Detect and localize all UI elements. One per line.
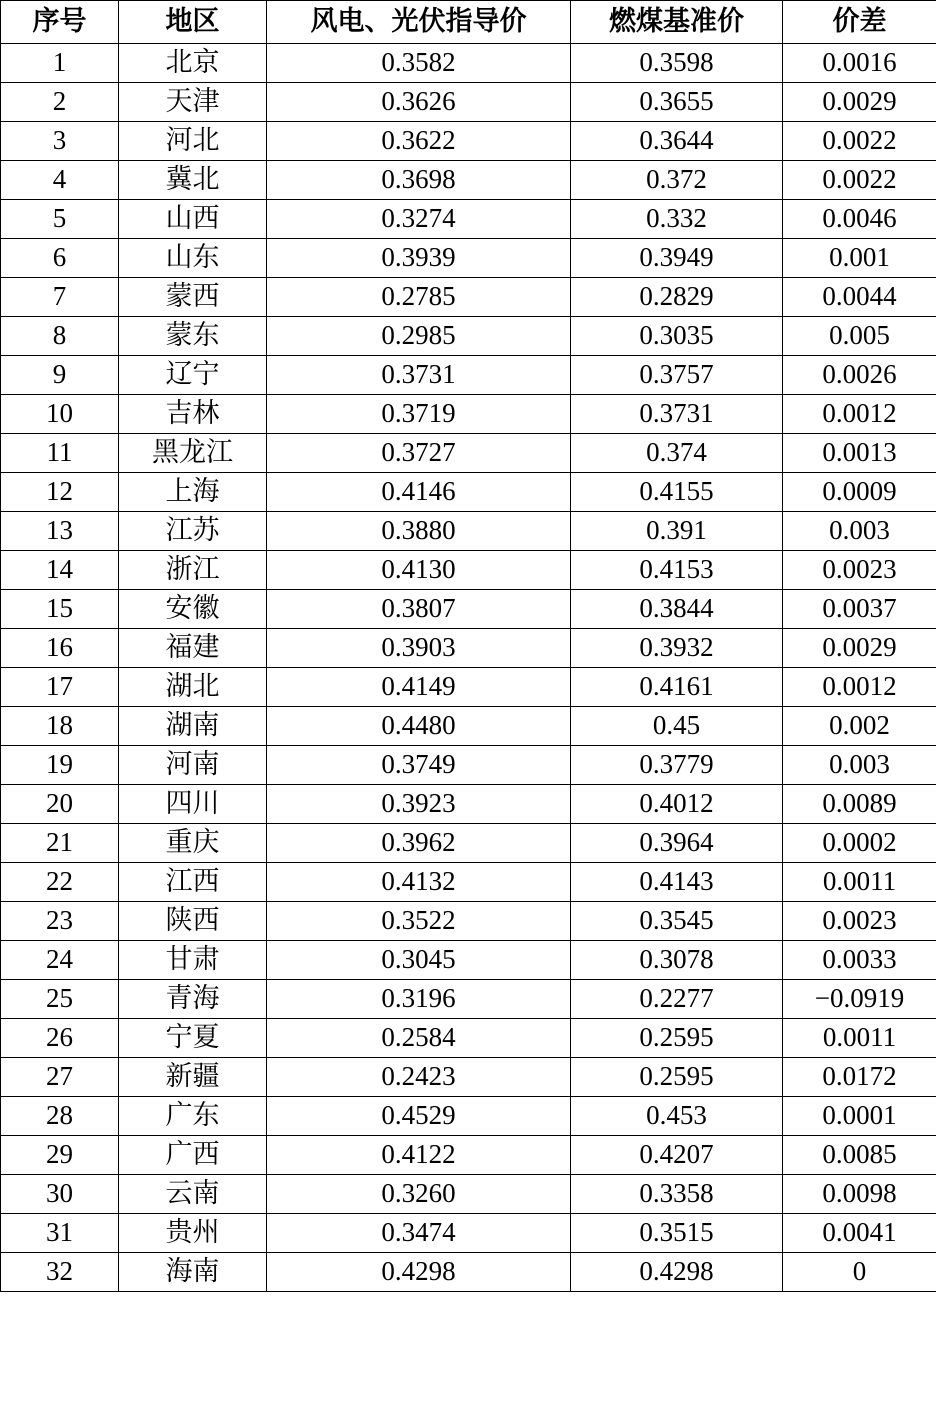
cell-price-difference: 0.0026 xyxy=(783,356,936,395)
cell-guide-price: 0.2423 xyxy=(267,1058,571,1097)
cell-region: 甘肃 xyxy=(119,941,267,980)
column-header-coal-benchmark-price: 燃煤基准价 xyxy=(571,1,783,44)
cell-coal-benchmark-price: 0.332 xyxy=(571,200,783,239)
cell-price-difference: 0.0033 xyxy=(783,941,936,980)
cell-index: 13 xyxy=(1,512,119,551)
table-row xyxy=(1,824,936,863)
column-header-region: 地区 xyxy=(119,1,267,44)
cell-coal-benchmark-price: 0.372 xyxy=(571,161,783,200)
cell-coal-benchmark-price: 0.3035 xyxy=(571,317,783,356)
cell-region: 北京 xyxy=(119,44,267,83)
cell-index: 11 xyxy=(1,434,119,473)
cell-coal-benchmark-price: 0.2595 xyxy=(571,1058,783,1097)
cell-guide-price: 0.3749 xyxy=(267,746,571,785)
cell-guide-price: 0.4132 xyxy=(267,863,571,902)
cell-index: 23 xyxy=(1,902,119,941)
cell-coal-benchmark-price: 0.4155 xyxy=(571,473,783,512)
cell-region: 辽宁 xyxy=(119,356,267,395)
cell-region: 吉林 xyxy=(119,395,267,434)
cell-price-difference: 0.0172 xyxy=(783,1058,936,1097)
table-row xyxy=(1,278,936,317)
table-row xyxy=(1,551,936,590)
cell-coal-benchmark-price: 0.3655 xyxy=(571,83,783,122)
cell-region: 广西 xyxy=(119,1136,267,1175)
cell-index: 18 xyxy=(1,707,119,746)
cell-guide-price: 0.4298 xyxy=(267,1253,571,1292)
table-row xyxy=(1,1175,936,1214)
table-row xyxy=(1,902,936,941)
table-row xyxy=(1,356,936,395)
table-row xyxy=(1,707,936,746)
cell-index: 1 xyxy=(1,44,119,83)
cell-price-difference: 0.0037 xyxy=(783,590,936,629)
cell-coal-benchmark-price: 0.3964 xyxy=(571,824,783,863)
cell-coal-benchmark-price: 0.3598 xyxy=(571,44,783,83)
cell-index: 19 xyxy=(1,746,119,785)
cell-coal-benchmark-price: 0.374 xyxy=(571,434,783,473)
cell-region: 四川 xyxy=(119,785,267,824)
cell-price-difference: 0.0022 xyxy=(783,161,936,200)
cell-coal-benchmark-price: 0.453 xyxy=(571,1097,783,1136)
table-row xyxy=(1,122,936,161)
column-header-guide-price: 风电、光伏指导价 xyxy=(267,1,571,44)
cell-coal-benchmark-price: 0.4143 xyxy=(571,863,783,902)
cell-coal-benchmark-price: 0.3078 xyxy=(571,941,783,980)
cell-coal-benchmark-price: 0.2829 xyxy=(571,278,783,317)
cell-guide-price: 0.3626 xyxy=(267,83,571,122)
cell-region: 江苏 xyxy=(119,512,267,551)
table-row xyxy=(1,590,936,629)
cell-guide-price: 0.4529 xyxy=(267,1097,571,1136)
table-row xyxy=(1,200,936,239)
cell-index: 30 xyxy=(1,1175,119,1214)
table-row xyxy=(1,1214,936,1253)
cell-region: 重庆 xyxy=(119,824,267,863)
cell-price-difference: 0.002 xyxy=(783,707,936,746)
table-body xyxy=(1,44,936,1292)
table-row xyxy=(1,239,936,278)
cell-guide-price: 0.3698 xyxy=(267,161,571,200)
table-row xyxy=(1,980,936,1019)
cell-coal-benchmark-price: 0.4012 xyxy=(571,785,783,824)
cell-guide-price: 0.2785 xyxy=(267,278,571,317)
cell-coal-benchmark-price: 0.4207 xyxy=(571,1136,783,1175)
table-row xyxy=(1,473,936,512)
cell-index: 7 xyxy=(1,278,119,317)
cell-region: 蒙西 xyxy=(119,278,267,317)
cell-coal-benchmark-price: 0.3932 xyxy=(571,629,783,668)
cell-index: 27 xyxy=(1,1058,119,1097)
cell-coal-benchmark-price: 0.3644 xyxy=(571,122,783,161)
cell-index: 15 xyxy=(1,590,119,629)
cell-index: 21 xyxy=(1,824,119,863)
cell-guide-price: 0.3923 xyxy=(267,785,571,824)
cell-guide-price: 0.4122 xyxy=(267,1136,571,1175)
cell-price-difference: 0.0085 xyxy=(783,1136,936,1175)
cell-price-difference: 0.0029 xyxy=(783,629,936,668)
table-row xyxy=(1,434,936,473)
cell-region: 蒙东 xyxy=(119,317,267,356)
table-row xyxy=(1,1097,936,1136)
cell-guide-price: 0.3522 xyxy=(267,902,571,941)
table-row xyxy=(1,1136,936,1175)
cell-index: 6 xyxy=(1,239,119,278)
cell-index: 31 xyxy=(1,1214,119,1253)
cell-coal-benchmark-price: 0.45 xyxy=(571,707,783,746)
cell-price-difference: 0.0013 xyxy=(783,434,936,473)
table-row xyxy=(1,161,936,200)
table-row xyxy=(1,1019,936,1058)
cell-price-difference: 0.003 xyxy=(783,746,936,785)
cell-index: 5 xyxy=(1,200,119,239)
table-row xyxy=(1,317,936,356)
cell-index: 14 xyxy=(1,551,119,590)
cell-region: 青海 xyxy=(119,980,267,1019)
cell-price-difference: 0.0023 xyxy=(783,551,936,590)
table-row xyxy=(1,785,936,824)
cell-guide-price: 0.3260 xyxy=(267,1175,571,1214)
table-row xyxy=(1,395,936,434)
table-row xyxy=(1,629,936,668)
cell-index: 4 xyxy=(1,161,119,200)
table-row xyxy=(1,1253,936,1292)
cell-index: 8 xyxy=(1,317,119,356)
cell-region: 天津 xyxy=(119,83,267,122)
cell-index: 10 xyxy=(1,395,119,434)
cell-price-difference: 0.0012 xyxy=(783,668,936,707)
cell-coal-benchmark-price: 0.3844 xyxy=(571,590,783,629)
cell-guide-price: 0.3807 xyxy=(267,590,571,629)
cell-price-difference: 0.0011 xyxy=(783,1019,936,1058)
cell-coal-benchmark-price: 0.3515 xyxy=(571,1214,783,1253)
cell-guide-price: 0.3045 xyxy=(267,941,571,980)
cell-region: 湖北 xyxy=(119,668,267,707)
cell-region: 湖南 xyxy=(119,707,267,746)
cell-price-difference: 0.0011 xyxy=(783,863,936,902)
cell-guide-price: 0.3939 xyxy=(267,239,571,278)
cell-coal-benchmark-price: 0.3779 xyxy=(571,746,783,785)
cell-region: 上海 xyxy=(119,473,267,512)
cell-guide-price: 0.3274 xyxy=(267,200,571,239)
cell-price-difference: 0.003 xyxy=(783,512,936,551)
cell-price-difference: 0.0089 xyxy=(783,785,936,824)
cell-price-difference: 0.0002 xyxy=(783,824,936,863)
cell-price-difference: 0.0098 xyxy=(783,1175,936,1214)
column-header-index: 序号 xyxy=(1,1,119,44)
cell-region: 山东 xyxy=(119,239,267,278)
cell-price-difference: 0.005 xyxy=(783,317,936,356)
cell-coal-benchmark-price: 0.2277 xyxy=(571,980,783,1019)
cell-region: 贵州 xyxy=(119,1214,267,1253)
cell-guide-price: 0.3622 xyxy=(267,122,571,161)
cell-guide-price: 0.3474 xyxy=(267,1214,571,1253)
cell-guide-price: 0.2985 xyxy=(267,317,571,356)
cell-region: 河南 xyxy=(119,746,267,785)
cell-region: 安徽 xyxy=(119,590,267,629)
cell-coal-benchmark-price: 0.3545 xyxy=(571,902,783,941)
table-row xyxy=(1,668,936,707)
cell-index: 29 xyxy=(1,1136,119,1175)
cell-region: 山西 xyxy=(119,200,267,239)
cell-guide-price: 0.4149 xyxy=(267,668,571,707)
cell-index: 17 xyxy=(1,668,119,707)
cell-index: 32 xyxy=(1,1253,119,1292)
cell-index: 25 xyxy=(1,980,119,1019)
cell-coal-benchmark-price: 0.3757 xyxy=(571,356,783,395)
cell-guide-price: 0.3727 xyxy=(267,434,571,473)
cell-guide-price: 0.3731 xyxy=(267,356,571,395)
cell-coal-benchmark-price: 0.4153 xyxy=(571,551,783,590)
table-row xyxy=(1,863,936,902)
cell-index: 16 xyxy=(1,629,119,668)
cell-price-difference: 0.0029 xyxy=(783,83,936,122)
cell-index: 28 xyxy=(1,1097,119,1136)
cell-guide-price: 0.3196 xyxy=(267,980,571,1019)
cell-guide-price: 0.3962 xyxy=(267,824,571,863)
cell-region: 浙江 xyxy=(119,551,267,590)
cell-guide-price: 0.2584 xyxy=(267,1019,571,1058)
cell-coal-benchmark-price: 0.2595 xyxy=(571,1019,783,1058)
cell-price-difference: 0.0023 xyxy=(783,902,936,941)
cell-region: 云南 xyxy=(119,1175,267,1214)
cell-index: 24 xyxy=(1,941,119,980)
cell-price-difference: −0.0919 xyxy=(783,980,936,1019)
table-header-row xyxy=(1,1,936,44)
cell-region: 冀北 xyxy=(119,161,267,200)
cell-coal-benchmark-price: 0.391 xyxy=(571,512,783,551)
cell-guide-price: 0.3582 xyxy=(267,44,571,83)
cell-price-difference: 0.0041 xyxy=(783,1214,936,1253)
cell-region: 广东 xyxy=(119,1097,267,1136)
cell-index: 3 xyxy=(1,122,119,161)
cell-price-difference: 0.0046 xyxy=(783,200,936,239)
cell-coal-benchmark-price: 0.3731 xyxy=(571,395,783,434)
cell-index: 12 xyxy=(1,473,119,512)
cell-price-difference: 0.001 xyxy=(783,239,936,278)
cell-index: 2 xyxy=(1,83,119,122)
cell-coal-benchmark-price: 0.3358 xyxy=(571,1175,783,1214)
table-row xyxy=(1,512,936,551)
cell-guide-price: 0.4130 xyxy=(267,551,571,590)
cell-index: 9 xyxy=(1,356,119,395)
cell-region: 河北 xyxy=(119,122,267,161)
cell-index: 22 xyxy=(1,863,119,902)
cell-guide-price: 0.4480 xyxy=(267,707,571,746)
cell-region: 陕西 xyxy=(119,902,267,941)
cell-guide-price: 0.3719 xyxy=(267,395,571,434)
cell-guide-price: 0.4146 xyxy=(267,473,571,512)
column-header-price-difference: 价差 xyxy=(783,1,936,44)
cell-price-difference: 0.0044 xyxy=(783,278,936,317)
table-row xyxy=(1,44,936,83)
cell-price-difference: 0.0016 xyxy=(783,44,936,83)
cell-index: 20 xyxy=(1,785,119,824)
cell-region: 江西 xyxy=(119,863,267,902)
cell-price-difference: 0.0012 xyxy=(783,395,936,434)
cell-price-difference: 0.0009 xyxy=(783,473,936,512)
cell-index: 26 xyxy=(1,1019,119,1058)
cell-region: 海南 xyxy=(119,1253,267,1292)
table-row xyxy=(1,941,936,980)
cell-coal-benchmark-price: 0.4298 xyxy=(571,1253,783,1292)
cell-price-difference: 0.0001 xyxy=(783,1097,936,1136)
cell-price-difference: 0.0022 xyxy=(783,122,936,161)
cell-guide-price: 0.3880 xyxy=(267,512,571,551)
cell-region: 福建 xyxy=(119,629,267,668)
cell-region: 黑龙江 xyxy=(119,434,267,473)
cell-coal-benchmark-price: 0.4161 xyxy=(571,668,783,707)
cell-region: 宁夏 xyxy=(119,1019,267,1058)
cell-price-difference: 0 xyxy=(783,1253,936,1292)
table-row xyxy=(1,83,936,122)
table-row xyxy=(1,1058,936,1097)
cell-guide-price: 0.3903 xyxy=(267,629,571,668)
table-row xyxy=(1,746,936,785)
cell-coal-benchmark-price: 0.3949 xyxy=(571,239,783,278)
cell-region: 新疆 xyxy=(119,1058,267,1097)
